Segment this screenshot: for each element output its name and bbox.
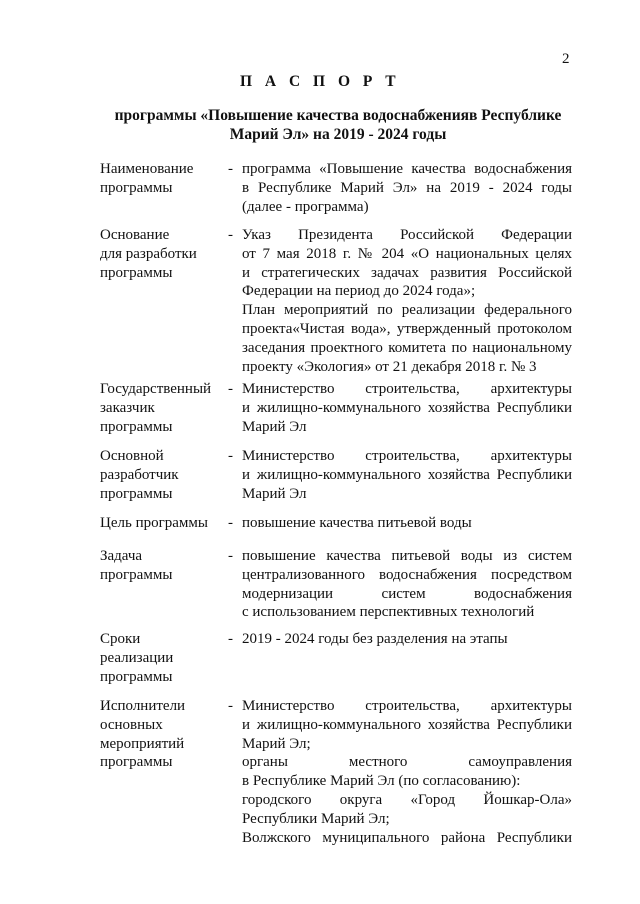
document-subtitle — [100, 106, 576, 144]
value-line: (далее - программа) — [242, 198, 369, 215]
value-line: 2019 - 2024 годы без разделения на этапы — [242, 631, 508, 647]
row-value — [242, 630, 572, 649]
label-line: Цель программы — [100, 515, 208, 531]
value-line: и жилищно-коммунального хозяйства Республики — [242, 399, 572, 416]
row-label — [100, 630, 224, 686]
label-line: разработчик — [100, 466, 179, 483]
row-dash: - — [228, 227, 233, 243]
label-line: заказчик — [100, 399, 155, 416]
label-line: для разработки — [100, 245, 197, 262]
label-line: Исполнители — [100, 698, 186, 714]
label-line: программы — [100, 179, 173, 196]
label-line: программы — [100, 418, 173, 435]
row-value — [242, 226, 572, 376]
value-line: повышение качества питьевой воды из систем — [242, 548, 572, 564]
label-line: Сроки — [100, 631, 141, 647]
value-line: повышение качества питьевой воды — [242, 515, 472, 531]
label-line: программы — [100, 264, 173, 281]
row-label — [100, 547, 224, 585]
label-line: Основной — [100, 448, 164, 464]
row-dash: - — [228, 448, 233, 464]
value-line: Волжского муниципального района Республики — [242, 829, 572, 846]
label-line: реализации — [100, 649, 174, 666]
value-line: проекта«Чистая вода», утвержденный протоколом — [242, 320, 572, 337]
value-line: Федерации на период до 2024 года»; — [242, 283, 476, 300]
value-line: проекту «Экология» от 21 декабря 2018 г. № 3 — [242, 358, 537, 375]
value-line: Марий Эл — [242, 418, 307, 435]
value-line: программа «Повышение качества водоснабжения — [242, 161, 572, 177]
row-value — [242, 514, 572, 533]
page-number: 2 — [562, 51, 570, 67]
document-title: П А С П О Р Т — [239, 73, 401, 90]
value-line: от 7 мая 2018 г. № 204 «О национальных целях — [242, 245, 572, 262]
row-label — [100, 380, 224, 436]
value-line: и жилищно-коммунального хозяйства Республики — [242, 716, 572, 733]
row-label — [100, 160, 224, 198]
value-line: Марий Эл; — [242, 735, 311, 752]
label-line: Задача — [100, 548, 143, 564]
row-label — [100, 226, 224, 282]
label-line: программы — [100, 668, 173, 685]
value-line: Указ Президента Российской Федерации — [242, 227, 572, 243]
label-line: программы — [100, 754, 173, 771]
row-label — [100, 514, 224, 533]
value-line: заседания проектного комитета по национальному — [242, 339, 572, 356]
label-line: программы — [100, 485, 173, 502]
subtitle-line: программы «Повышение качества водоснабженияв Республике — [114, 107, 562, 124]
row-value — [242, 160, 572, 216]
value-line: в Республике Марий Эл (по согласованию): — [242, 773, 521, 790]
row-dash: - — [228, 515, 233, 531]
value-line: централизованного водоснабжения посредством — [242, 566, 572, 583]
row-dash: - — [228, 548, 233, 564]
value-line: Марий Эл — [242, 485, 307, 502]
value-line: Министерство строительства, архитектуры — [242, 381, 572, 397]
row-dash: - — [228, 631, 233, 647]
value-line: с использованием перспективных технологий — [242, 604, 535, 621]
label-line: программы — [100, 566, 173, 583]
value-line: в Республике Марий Эл» на 2019 - 2024 годы — [242, 179, 572, 196]
value-line: и жилищно-коммунального хозяйства Республики — [242, 466, 572, 483]
label-line: основных — [100, 716, 163, 733]
value-line: городского округа «Город Йошкар-Ола» — [242, 791, 572, 808]
subtitle-line: Марий Эл» на 2019 - 2024 годы — [229, 126, 447, 143]
row-dash: - — [228, 698, 233, 714]
value-line: Республики Марий Эл; — [242, 810, 390, 827]
row-dash: - — [228, 161, 233, 177]
value-line: органы местного самоуправления — [242, 754, 572, 771]
value-line: модернизации систем водоснабжения — [242, 585, 572, 602]
value-line: Министерство строительства, архитектуры — [242, 698, 572, 714]
label-line: Государственный — [100, 381, 212, 397]
label-line: Наименование — [100, 161, 194, 177]
value-line: Министерство строительства, архитектуры — [242, 448, 572, 464]
row-value — [242, 697, 572, 847]
value-line: План мероприятий по реализации федерального — [242, 302, 572, 319]
row-value — [242, 547, 572, 622]
row-value — [242, 380, 572, 436]
label-line: мероприятий — [100, 735, 185, 752]
row-label — [100, 447, 224, 503]
label-line: Основание — [100, 227, 170, 243]
row-dash: - — [228, 381, 233, 397]
value-line: и стратегических задачах развития Российской — [242, 264, 572, 281]
row-label — [100, 697, 224, 772]
row-value — [242, 447, 572, 503]
